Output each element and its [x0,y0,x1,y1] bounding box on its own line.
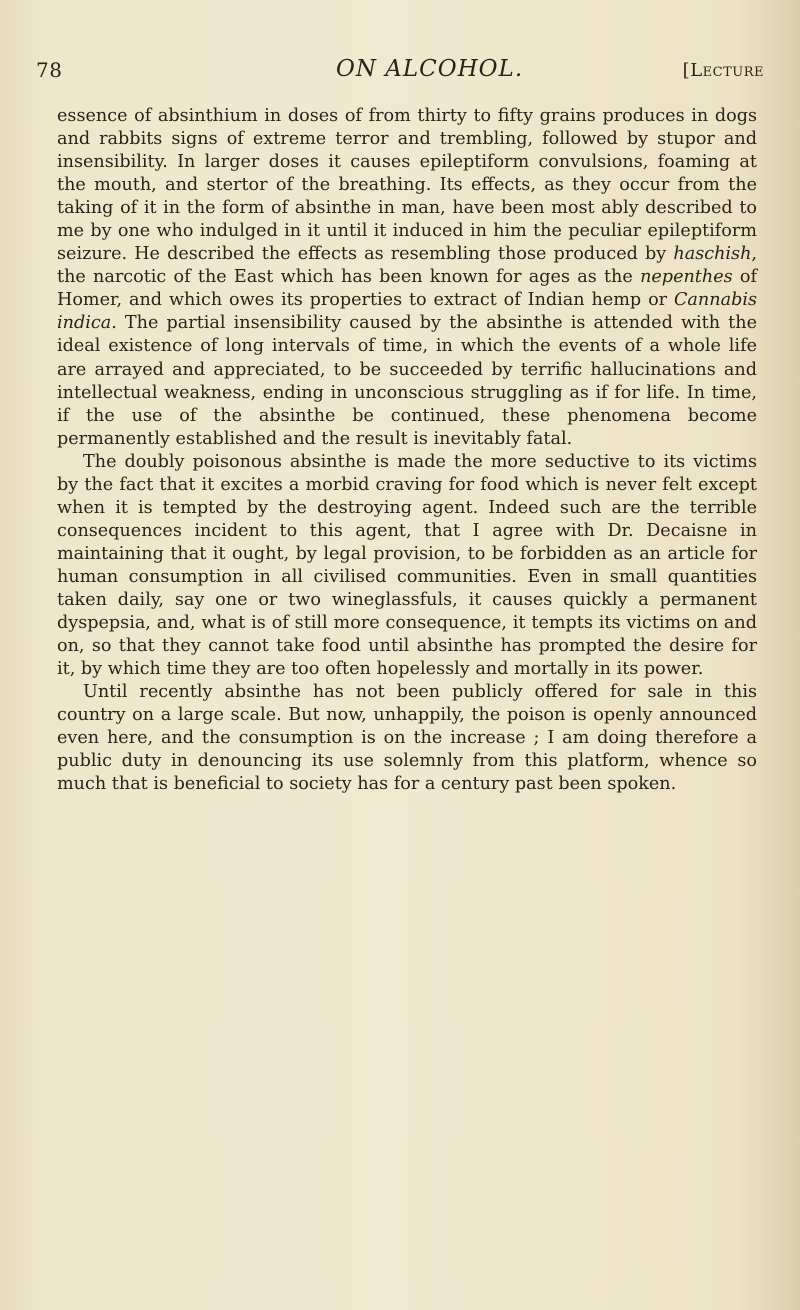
body-text [57,105,757,796]
paragraph [57,105,757,451]
paragraph [57,451,757,681]
italic-term: nepenthes [640,267,733,288]
italic-term: Cannabis indica [57,290,757,334]
text-run: of Homer, and which owes its properties to extract of Indian hemp or [57,267,758,311]
running-header [36,58,764,92]
running-section [683,60,764,81]
page-number: 78 [36,58,63,82]
text-run: . The partial insensibility caused by the absinthe is attended with the ideal existence of long intervals of time, in which the events of a whole life are arrayed and appreciated, to be succeeded by terrific hallucinations and intellectual weakness, ending in unconscious struggling as if for life. In time, if the use of the absinthe be continued, these phenomena become permanently established and the result is inevitably fatal. [57,313,757,449]
text-run: , the narcotic of the East which has been known for ages as the [57,244,757,288]
text-run: Until recently absinthe has not been publicly offered for sale in this country on a large scale. But now, unhappily, the poison is openly announced even here, and the consumption is on the increase ; I am doing therefore a public duty in denouncing its use solemnly from this platform, whence so much that is beneficial to society has for a century past been spoken. [57,682,757,795]
section-label: Lecture [690,60,764,81]
section-bracket: [ [682,60,691,81]
text-run: The doubly poisonous absinthe is made the more seductive to its victims by the fact that it excites a morbid craving for food which is never felt except when it is tempted by the destroying agent. Indeed such are the terrible consequences incident to this agent, that I agree with Dr. Decaisne in maintaining that it ought, by legal provision, to be forbidden as an article for human consumption in all civilised communities. Even in small quantities taken daily, say one or two wineglassfuls, it causes quickly a permanent dyspepsia, and, what is of still more consequence, it tempts its victims on and on, so that they cannot take food until absinthe has prompted the desire for it, by which time they are too often hopelessly and mortally in its power. [57,451,757,680]
text-run: essence of absinthium in doses of from thirty to fifty grains produces in dogs and rabbits signs of extreme terror and trembling, followed by stupor and insensibility. In larger doses it causes epileptiform convulsions, foaming at the mouth, and stertor of the breathing. Its effects, as they occur from the taking of it in the form of absinthe in man, have been most ably described to me by one who indulged in it until it induced in him the peculiar epileptiform seizure. He described the effects as resembling those produced by [57,106,757,265]
italic-term: haschish [673,244,752,265]
running-title: ON ALCOHOL. [336,56,524,82]
paragraph [57,681,757,796]
